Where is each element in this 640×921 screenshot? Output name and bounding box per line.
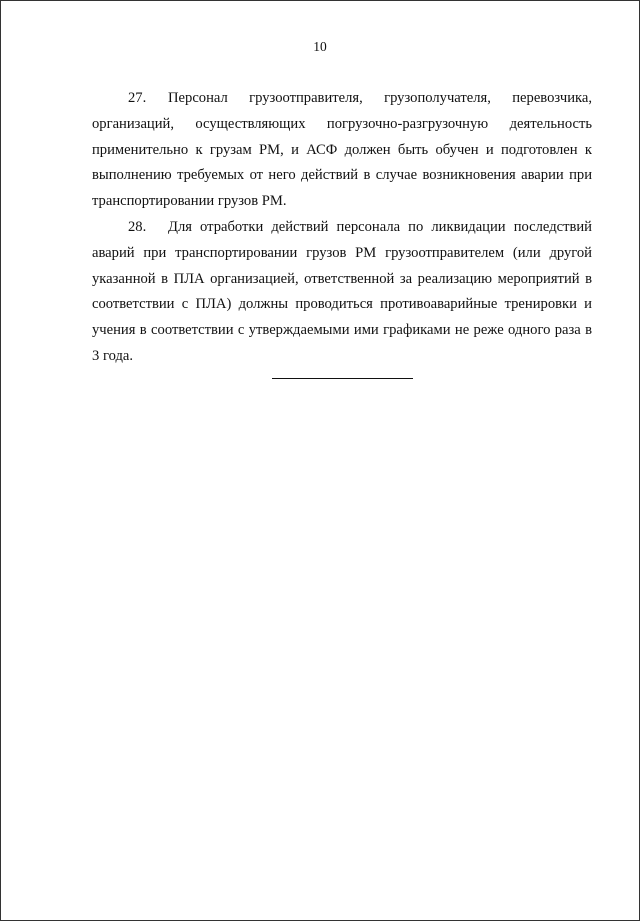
paragraph-28 (92, 215, 592, 370)
page-border-top (0, 0, 640, 1)
paragraph-text: Для отработки действий персонала по ликвидации последствий аварий при транспортировании грузов РМ грузоотправителем (или другой указанной в ПЛА организацией, ответственной за реализацию мероприятий в соответствии с ПЛА) должны проводиться противоаварийные тренировки и учения в соответствии с утверждаемыми ими графиками не реже одного раза в 3 года. (92, 218, 592, 364)
paragraph-number: 28. (128, 218, 147, 235)
paragraph-text: Персонал грузоотправителя, грузополучателя, перевозчика, организаций, осуществляющих погрузочно-разгрузочную деятельность применительно к грузам РМ, и АСФ должен быть обучен и подготовлен к выполнению требуемых от него действий в случае возникновения аварии при транспортировании грузов РМ. (92, 90, 592, 210)
document-body (92, 86, 592, 370)
end-separator-line (272, 378, 413, 379)
page-number: 10 (313, 39, 327, 54)
page-border-left (0, 0, 1, 921)
paragraph-27 (92, 86, 592, 215)
paragraph-number: 27. (128, 90, 147, 106)
